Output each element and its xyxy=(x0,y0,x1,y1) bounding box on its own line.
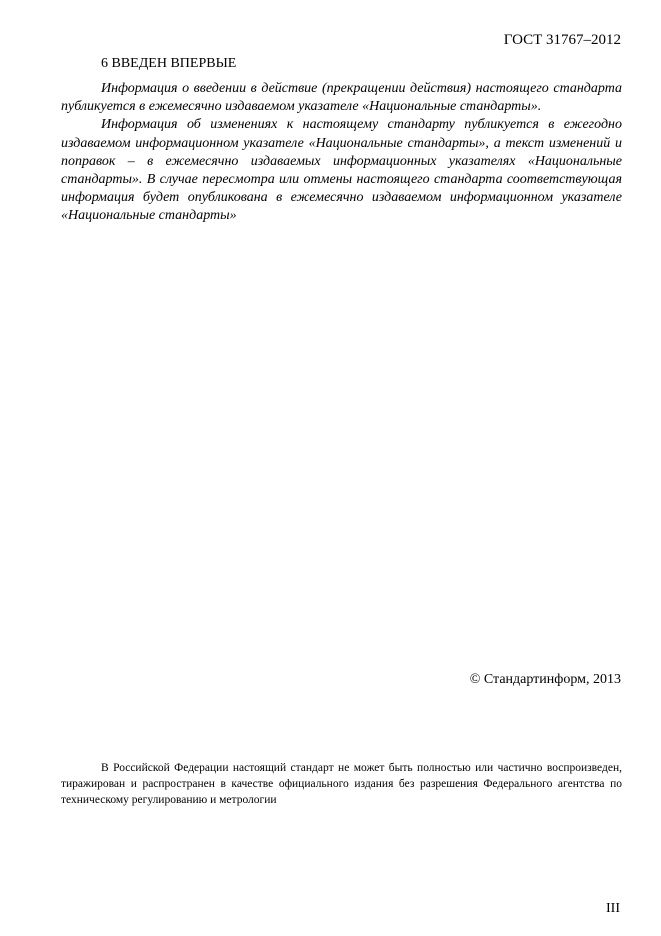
paragraph-introduction-info: Информация о введении в действие (прекращении действия) настоящего стандарта публикуется в ежемесячно издаваемом указателе «Национальные стандарты». xyxy=(61,81,622,115)
paragraph-amendments-info: Информация об изменениях к настоящему стандарту публикуется в ежегодно издаваемом информационном указателе «Национальные стандарты», а текст изменений и поправок – в ежемесячно издаваемых информационных указателях «Национальные стандарты». В случае пересмотра или отмены настоящего стандарта соответствующая информация будет опубликована в ежемесячно издаваемом информационном указателе «Национальные стандарты» xyxy=(61,117,622,224)
copyright-notice: © Стандартинформ, 2013 xyxy=(469,672,621,687)
standard-number: ГОСТ 31767–2012 xyxy=(503,32,621,48)
body-text xyxy=(61,80,622,226)
section-heading: 6 ВВЕДЕН ВПЕРВЫЕ xyxy=(101,56,237,71)
legal-notice xyxy=(61,760,622,808)
page-number: III xyxy=(606,901,620,916)
legal-notice-text: В Российской Федерации настоящий стандарт не может быть полностью или частично воспроизведен, тиражирован и распространен в качестве официального издания без разрешения Федерального агентства по техническому регулированию и метрологии xyxy=(61,762,622,806)
